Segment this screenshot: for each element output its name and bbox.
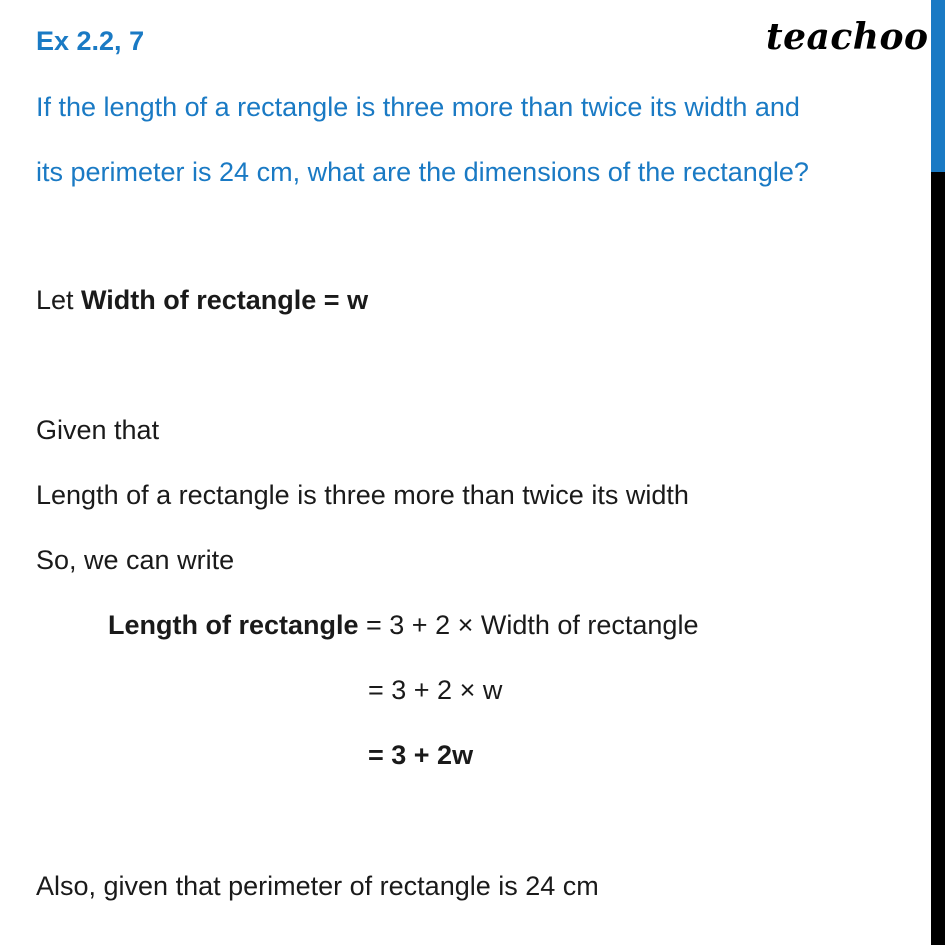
- question-line-1: If the length of a rectangle is three more than twice its width and: [36, 92, 800, 122]
- equation-step-3: = 3 + 2w: [368, 740, 474, 770]
- exercise-label: Ex 2.2, 7: [36, 26, 145, 56]
- given-that-line: Given that: [36, 415, 160, 445]
- equation-length-rhs: = 3 + 2 × Width of rectangle: [358, 610, 699, 640]
- so-we-can-write-line: So, we can write: [36, 545, 235, 575]
- brand-logo: teachoo: [766, 16, 929, 58]
- perimeter-given-line: Also, given that perimeter of rectangle is 24 cm: [36, 871, 599, 901]
- let-prefix: Let: [36, 285, 82, 315]
- width-definition: Width of rectangle = w: [81, 285, 369, 315]
- equation-length-label: Length of rectangle: [108, 610, 359, 640]
- statement-line: Length of a rectangle is three more than twice its width: [36, 480, 689, 510]
- let-width-line: [36, 283, 368, 317]
- equation-length-line: [108, 608, 698, 642]
- scrollbar-thumb[interactable]: [931, 0, 945, 172]
- question-line-2: its perimeter is 24 cm, what are the dimensions of the rectangle?: [36, 157, 809, 187]
- equation-step-2: = 3 + 2 × w: [368, 675, 503, 705]
- scrollbar-strip: [931, 0, 945, 945]
